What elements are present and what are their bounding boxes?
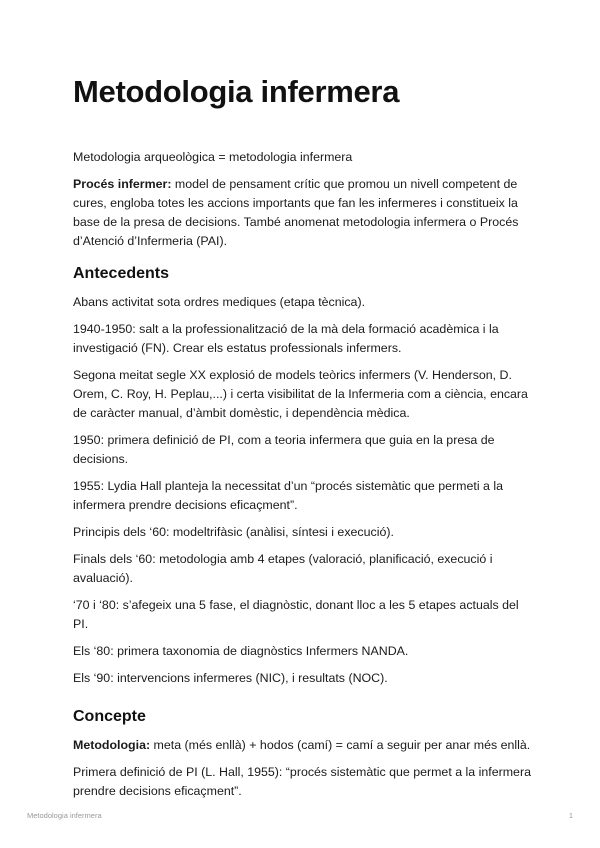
page-footer bbox=[27, 811, 573, 820]
antecedents-item: 1950: primera definició de PI, com a teoria infermera que guia en la presa de decisions. bbox=[73, 433, 495, 466]
proces-infermer-paragraph bbox=[73, 175, 533, 251]
proces-infermer-text: model de pensament crític que promou un nivell competent de cures, engloba totes les accions importants que fan les infermeres i constitueix la base de la presa de decisions. També anomenat metodologia infermera o Procés d’Atenció d’Infermeria (PAI). bbox=[73, 177, 519, 248]
antecedents-item: 1955: Lydia Hall planteja la necessitat d’un “procés sistemàtic que permeti a la infermera prendre decisions eficaçment”. bbox=[73, 479, 504, 512]
concepte-heading: Concepte bbox=[73, 708, 146, 725]
antecedents-heading: Antecedents bbox=[73, 265, 170, 282]
page-title: Metodologia infermera bbox=[73, 74, 400, 109]
proces-infermer-term: Procés infermer: bbox=[73, 177, 172, 191]
antecedents-item: Segona meitat segle XX explosió de models teòrics infermers (V. Henderson, D. Orem, C. Roy, H. Peplau,...) i certa visibilitat de la Infermeria com a ciència, encara de caràcter manual, d’àmbit domèstic, i dependència mèdica. bbox=[73, 368, 528, 420]
document-body bbox=[73, 70, 533, 809]
antecedents-item: Abans activitat sota ordres mediques (etapa tècnica). bbox=[73, 295, 366, 309]
intro-line: Metodologia arqueològica = metodologia infermera bbox=[73, 150, 353, 164]
definicio-paragraph: Primera definició de PI (L. Hall, 1955): “procés sistemàtic que permet a la infermera prendre decisions eficaçment”. bbox=[73, 765, 531, 798]
page-number: 1 bbox=[568, 811, 573, 820]
metodologia-paragraph bbox=[73, 736, 533, 755]
antecedents-item: ‘70 i ‘80: s’afegeix una 5 fase, el diagnòstic, donant lloc a les 5 etapes actuals del PI. bbox=[73, 598, 519, 631]
antecedents-item: Els ‘90: intervencions infermeres (NIC), i resultats (NOC). bbox=[73, 671, 388, 685]
antecedents-item: 1940-1950: salt a la professionalització de la mà dela formació acadèmica i la investigació (FN). Crear els estatus professionals infermers. bbox=[73, 322, 499, 355]
metodologia-text: meta (més enllà) + hodos (camí) = camí a seguir per anar més enllà. bbox=[150, 738, 531, 752]
antecedents-item: Els ‘80: primera taxonomia de diagnòstics Infermers NANDA. bbox=[73, 644, 409, 658]
antecedents-item: Finals dels ‘60: metodologia amb 4 etapes (valoració, planificació, execució i avaluació). bbox=[73, 552, 493, 585]
antecedents-item: Principis dels ‘60: modeltrifàsic (anàlisi, síntesi i execució). bbox=[73, 525, 394, 539]
metodologia-term: Metodologia: bbox=[73, 738, 151, 752]
footer-title: Metodologia infermera bbox=[27, 811, 102, 820]
